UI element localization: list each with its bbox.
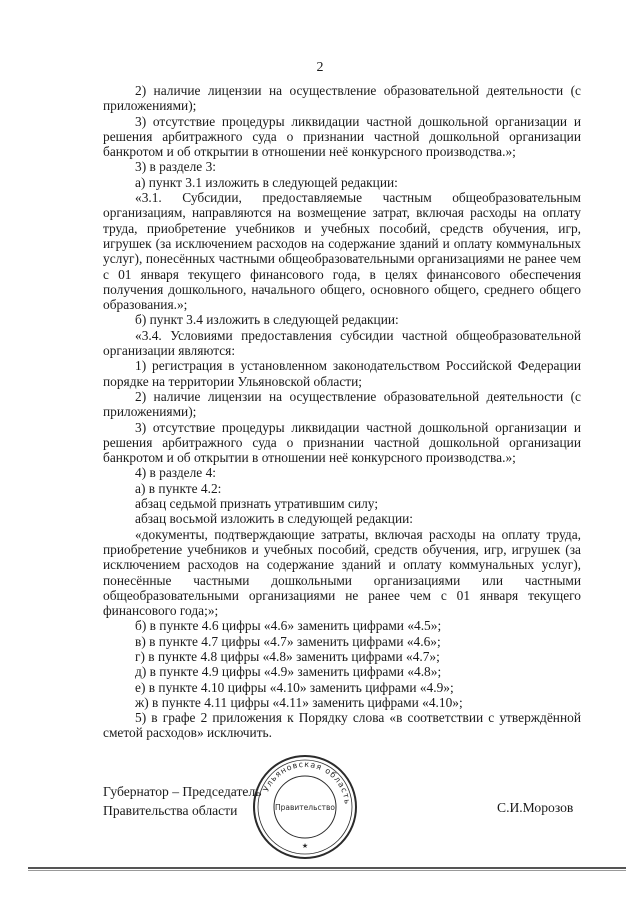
signatory-title-line1: Губернатор – Председатель [103, 784, 262, 799]
paragraph: в) в пункте 4.7 цифры «4.7» заменить цифрами «4.6»; [135, 633, 441, 649]
paragraph: б) в пункте 4.6 цифры «4.6» заменить цифрами «4.5»; [135, 618, 442, 634]
paragraph: 1) регистрация в установленном законодательством Российской Федерации порядке на территории Ульяновской области; [103, 358, 581, 389]
paragraph: 5) в графе 2 приложения к Порядку слова «в соответствии с утверждённой сметой расходов» исключить. [103, 710, 581, 741]
paragraph: б) пункт 3.4 изложить в следующей редакции: [135, 312, 399, 328]
paragraph: «3.1. Субсидии, предоставляемые частным общеобразовательным организациям, направляются на возмещение затрат, включая расходы на оплату труда, приобретение учебников и учебных пособий, средств обучения, игр, игрушек (за исключением расходов на содержание зданий и оплату коммунальных услуг), понесённых частными общеобразовательными организациями не ранее чем с 01 января текущего финансового года, в целях финансового обеспечения получения дошкольного, начального общего, основного общего, среднего общего образования.»; [103, 190, 581, 313]
paragraph: д) в пункте 4.9 цифры «4.9» заменить цифрами «4.8»; [135, 664, 442, 680]
document-body [103, 83, 581, 741]
paragraph: абзац седьмой признать утратившим силу; [135, 496, 379, 512]
footer-rule [28, 867, 626, 869]
seal-ring-text: Ульяновская область [261, 759, 353, 806]
paragraph: абзац восьмой изложить в следующей редакции: [135, 511, 414, 527]
signatory-name: С.И.Морозов [497, 800, 574, 815]
paragraph: г) в пункте 4.8 цифры «4.8» заменить цифрами «4.7»; [135, 648, 440, 664]
paragraph: 4) в разделе 4: [135, 465, 217, 481]
page-number: 2 [316, 60, 324, 75]
paragraph: ж) в пункте 4.11 цифры «4.11» заменить цифрами «4.10»; [135, 694, 463, 710]
paragraph: «документы, подтверждающие затраты, включая расходы на оплату труда, приобретение учебников и учебных пособий, средств обучения, игр, игрушек (за исключением расходов на содержание зданий и оплату коммунальных услуг), понесённые частными дошкольными организациями или частными общеобразовательными организациями не ранее чем с 01 января текущего финансового года;»; [103, 526, 581, 619]
seal-star-icon: ★ [301, 842, 309, 850]
paragraph: 2) наличие лицензии на осуществление образовательной деятельности (с приложениями); [103, 83, 581, 114]
paragraph: е) в пункте 4.10 цифры «4.10» заменить цифрами «4.9»; [135, 679, 454, 695]
seal-center-text: Правительство [275, 803, 335, 812]
paragraph: 3) отсутствие процедуры ликвидации частной дошкольной организации и решения арбитражного суда о признании частной дошкольной организации банкротом и об открытии в отношении неё конкурсного производства.»; [103, 113, 581, 160]
footer-rule [28, 870, 626, 871]
official-seal-icon [250, 752, 360, 862]
paragraph: «3.4. Условиями предоставления субсидии частной общеобразовательной организации являются: [103, 327, 581, 359]
paragraph: а) пункт 3.1 изложить в следующей редакции: [135, 174, 398, 190]
signatory-title-line2: Правительства области [103, 803, 238, 818]
paragraph: 3) отсутствие процедуры ликвидации частной дошкольной организации и решения арбитражного суда о признании частной дошкольной организации банкротом и об открытии в отношении неё конкурсного производства.»; [103, 419, 581, 466]
paragraph: а) в пункте 4.2: [135, 480, 222, 496]
paragraph: 3) в разделе 3: [135, 159, 217, 175]
paragraph: 2) наличие лицензии на осуществление образовательной деятельности (с приложениями); [103, 388, 581, 420]
